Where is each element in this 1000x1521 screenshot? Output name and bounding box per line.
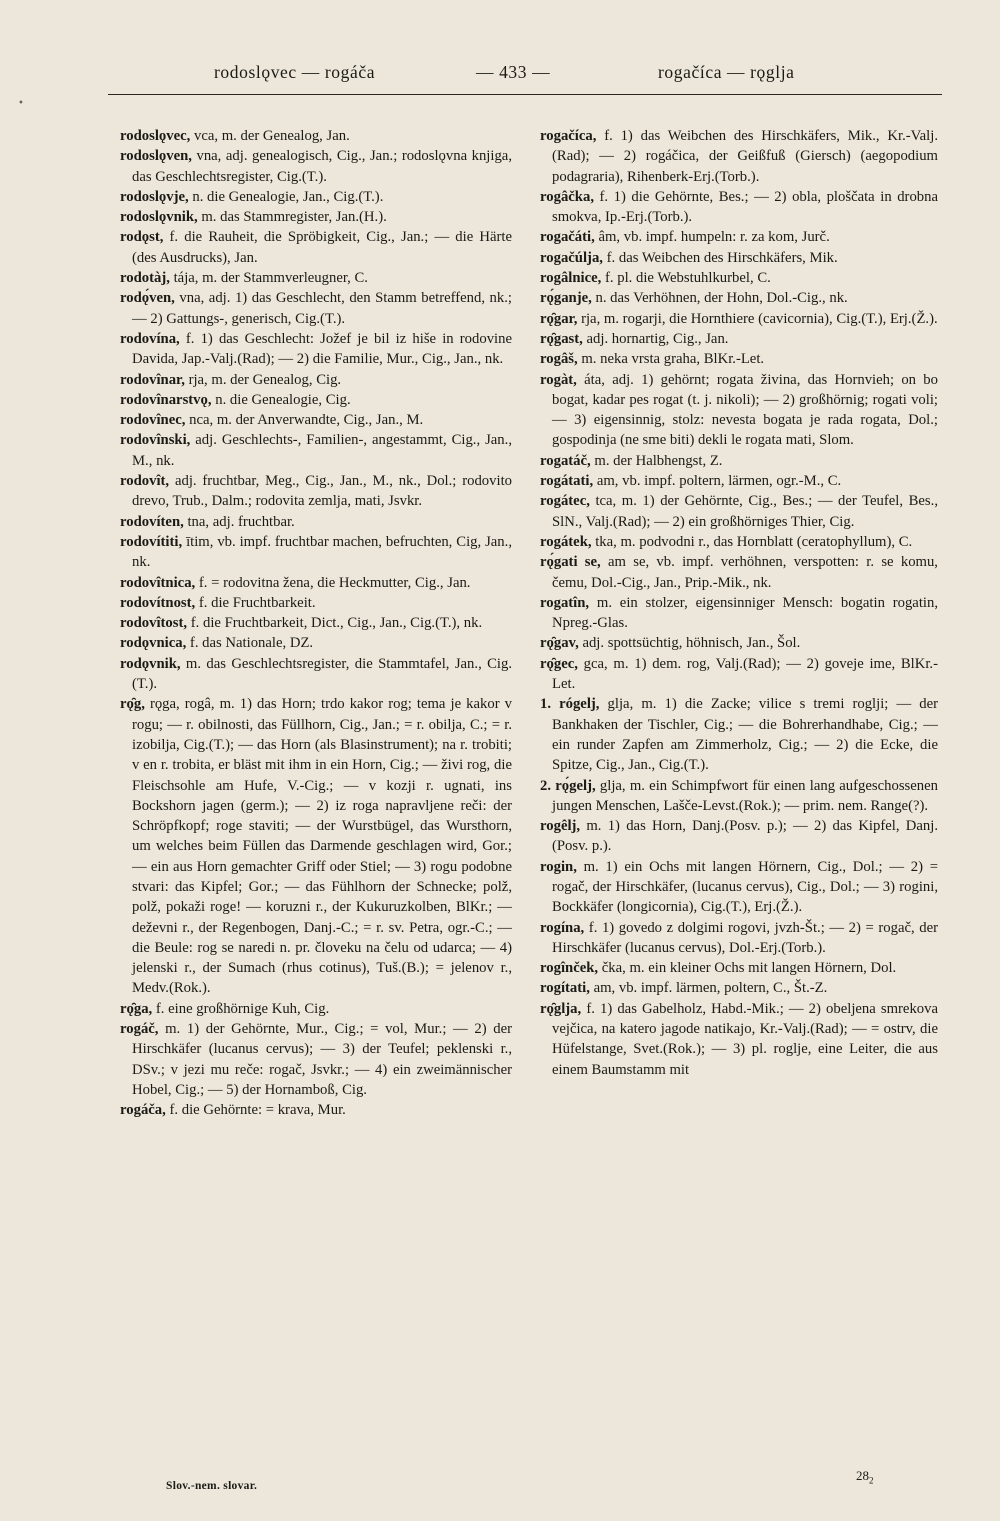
entry-headword: rodoslǫvnik, bbox=[120, 209, 198, 226]
entry-headword: rogáča, bbox=[120, 1102, 166, 1119]
entry-headword: rogáč, bbox=[120, 1021, 159, 1038]
entry-definition: am, vb. impf. poltern, lärmen, ogr.-M., C. bbox=[593, 473, 842, 490]
page-number: — 433 — bbox=[476, 62, 551, 82]
left-column bbox=[120, 126, 512, 1121]
entry-definition: adj. Geschlechts-, Familien-, angestammt, Cig., Jan., M., nk. bbox=[132, 432, 512, 469]
dictionary-entry bbox=[540, 694, 938, 775]
dictionary-entry bbox=[120, 187, 512, 207]
entry-headword: rogína, bbox=[540, 919, 585, 936]
entry-definition: m. ein stolzer, eigensinniger Mensch: bogatin rogatin, Npreg.-Glas. bbox=[552, 594, 938, 632]
dictionary-entry bbox=[540, 999, 938, 1080]
dictionary-entry bbox=[120, 573, 512, 593]
entry-definition: f. die Fruchtbarkeit, Dict., Cig., Jan., Cig.(T.), nk. bbox=[187, 615, 483, 632]
sheet-number-sub: 2 bbox=[869, 1475, 874, 1486]
entry-headword: rǫ̑glja, bbox=[540, 1000, 582, 1017]
dictionary-entry bbox=[540, 187, 938, 228]
dictionary-entry bbox=[540, 532, 938, 552]
dictionary-entry bbox=[120, 430, 512, 471]
dictionary-entry bbox=[120, 512, 512, 532]
entry-definition: f. das Nationale, DZ. bbox=[186, 635, 314, 652]
dictionary-entry bbox=[120, 410, 512, 430]
entry-headword: rodotàj, bbox=[120, 270, 170, 287]
entry-headword: rodovína, bbox=[120, 330, 180, 347]
entry-definition: m. das Geschlechtsregister, die Stammtafel, Jan., Cig.(T.). bbox=[132, 655, 512, 693]
entry-headword: rodǫvnica, bbox=[120, 635, 187, 652]
header-right-guideword: rogačíca — rǫglja bbox=[658, 62, 795, 82]
dictionary-entry bbox=[540, 309, 938, 329]
dictionary-entry bbox=[120, 268, 512, 288]
entry-definition: f. 1) das Weibchen des Hirschkäfers, Mik., Kr.-Valj.(Rad); — 2) rogáčica, der Geißfuß (Giersch) (aegopodium podagraria), Rihenberk-Erj.(Torb.). bbox=[552, 128, 938, 185]
entry-headword: rodovíten, bbox=[120, 513, 184, 530]
entry-headword: rogátec, bbox=[540, 493, 590, 510]
entry-headword: rodǫ́ven, bbox=[120, 290, 175, 307]
dictionary-entry bbox=[120, 390, 512, 410]
entry-definition: áta, adj. 1) gehörnt; rogata živina, das Hornvieh; on bo bogat, kadar pes rogat (t. j. nikoli); — 2) großhörnig; rogati voli; — 3) eigensinnig, stolz: nevesta bogata je rada rogata, Dol.; gospodinja (ne sme biti) dekli le rogata mati, Slom. bbox=[552, 371, 938, 449]
dictionary-entry bbox=[120, 1100, 512, 1120]
entry-headword: rogêlj, bbox=[540, 818, 581, 835]
dictionary-entry bbox=[540, 126, 938, 187]
entry-headword: rodovîtnica, bbox=[120, 574, 196, 591]
entry-definition: adj. fruchtbar, Meg., Cig., Jan., M., nk., Dol.; rodovito drevo, Trub., Dalm.; rodovita zemlja, mati, Jsvkr. bbox=[132, 473, 512, 510]
dictionary-entry bbox=[540, 471, 938, 491]
entry-definition: m. 1) der Gehörnte, Mur., Cig.; = vol, Mur.; — 2) der Hirschkäfer (lucanus cervus); — 3) der Teufel; peklenski r., DSv.; v jezi mu reče: rogač, Jsvkr.; — 4) ein zweimännischer Hobel, Cig.; — 5) der Hornamboß, Cig. bbox=[132, 1021, 512, 1098]
entry-headword: rogátati, bbox=[540, 473, 594, 490]
entry-headword: rǫ̑gec, bbox=[540, 655, 578, 672]
header-left-guideword: rodoslǫvec — rogáča bbox=[214, 62, 376, 82]
entry-definition: m. 1) das Horn, Danj.(Posv. p.); — 2) das Kipfel, Danj.(Posv. p.). bbox=[552, 818, 938, 855]
sheet-number bbox=[856, 1468, 874, 1486]
entry-definition: tka, m. podvodni r., das Hornblatt (ceratophyllum), C. bbox=[591, 533, 913, 550]
dictionary-entry bbox=[120, 370, 512, 390]
dictionary-entry bbox=[120, 999, 512, 1019]
right-column bbox=[540, 126, 938, 1080]
running-header bbox=[110, 62, 942, 88]
entry-definition: rja, m. rogarji, die Hornthiere (cavicornia), Cig.(T.), Erj.(Ž.). bbox=[577, 310, 938, 327]
dictionary-entry bbox=[540, 593, 938, 634]
entry-definition: n. das Verhöhnen, der Hohn, Dol.-Cig., nk. bbox=[591, 290, 848, 307]
entry-headword: rodǫst, bbox=[120, 229, 164, 246]
entry-headword: rodovînec, bbox=[120, 412, 186, 429]
entry-headword: rodoslǫven, bbox=[120, 148, 192, 165]
dictionary-entry bbox=[120, 654, 512, 695]
dictionary-entry bbox=[540, 552, 938, 593]
dictionary-entry bbox=[540, 857, 938, 918]
entry-definition: f. 1) das Gabelholz, Habd.-Mik.; — 2) obeljena smrekova vejčica, na katero jagode natikajo, Kr.-Valj.(Rad); — = ostrv, die Hüfelstange, Svet.(Rok.); — 3) pl. roglje, eine Leiter, die aus einem Baumstamm mit bbox=[552, 1000, 938, 1078]
entry-headword: rogatîn, bbox=[540, 594, 590, 611]
entry-definition: m. neka vrsta graha, BlKr.-Let. bbox=[577, 351, 765, 368]
dictionary-entry bbox=[120, 532, 512, 573]
entry-definition: n. die Genealogie, Jan., Cig.(T.). bbox=[188, 188, 384, 205]
entry-definition: čka, m. ein kleiner Ochs mit langen Hörnern, Dol. bbox=[598, 960, 897, 977]
dictionary-entry bbox=[540, 816, 938, 857]
entry-definition: glja, m. ein Schimpfwort für einen lang aufgeschossenen jungen Menschen, Lašče-Levst.(Rok.); — prim. nem. Range(?). bbox=[552, 777, 938, 814]
entry-headword: rodovítnost, bbox=[120, 594, 196, 611]
entry-headword: 1. rógelj, bbox=[540, 696, 600, 713]
entry-definition: n. die Genealogie, Cig. bbox=[211, 391, 351, 408]
entry-headword: rodovînski, bbox=[120, 432, 191, 449]
entry-definition: f. das Weibchen des Hirschkäfers, Mik. bbox=[602, 249, 838, 266]
dictionary-entry bbox=[120, 1019, 512, 1100]
dictionary-entry bbox=[120, 207, 512, 227]
margin-mark: • bbox=[18, 98, 24, 109]
entry-headword: rodovînar, bbox=[120, 371, 185, 388]
entry-headword: rǫ̑ga, bbox=[120, 1000, 153, 1017]
entry-headword: rogačáti, bbox=[540, 229, 595, 246]
entry-definition: tna, adj. fruchtbar. bbox=[183, 513, 295, 530]
entry-headword: rǫ̑gast, bbox=[540, 330, 583, 347]
dictionary-entry bbox=[120, 471, 512, 512]
entry-definition: f. die Gehörnte: = krava, Mur. bbox=[165, 1102, 346, 1119]
entry-definition: rja, m. der Genealog, Cig. bbox=[184, 371, 342, 388]
entry-headword: rogačíca, bbox=[540, 128, 597, 144]
entry-headword: rogâš, bbox=[540, 351, 578, 368]
entry-definition: f. 1) das Geschlecht: Jožef je bil iz hiše in rodovine Davida, Jap.-Valj.(Rad); — 2) die Familie, Mur., Cig., Jan., nk. bbox=[132, 330, 512, 368]
dictionary-entry bbox=[540, 451, 938, 471]
entry-definition: tája, m. der Stammverleugner, C. bbox=[169, 270, 368, 287]
entry-definition: f. die Fruchtbarkeit. bbox=[195, 594, 316, 611]
dictionary-entry bbox=[120, 593, 512, 613]
dictionary-entry bbox=[540, 248, 938, 268]
dictionary-entry bbox=[120, 329, 512, 370]
entry-definition: f. die Rauheit, die Spröbigkeit, Cig., Jan.; — die Härte (des Ausdrucks), Jan. bbox=[132, 229, 512, 266]
entry-headword: rǫ̑gar, bbox=[540, 310, 578, 327]
entry-definition: am se, vb. impf. verhöhnen, verspotten: r. se komu, čemu, Dol.-Cig., Jan., Prip.-Mik., nk. bbox=[552, 554, 938, 591]
dictionary-entry bbox=[540, 776, 938, 817]
entry-definition: vna, adj. genealogisch, Cig., Jan.; rodoslǫvna knjiga, das Geschlechtsregister, Cig.(T.). bbox=[132, 148, 512, 185]
entry-headword: 2. rǫ́gelj, bbox=[540, 777, 596, 794]
entry-definition: m. 1) ein Ochs mit langen Hörnern, Cig., Dol.; — 2) = rogač, der Hirschkäfer, (lucanus cervus), Cig., Dol.; — 3) rogini, Bockkäfer (longicornia), Cig.(T.), Erj.(Ž.). bbox=[552, 858, 938, 916]
entry-headword: rǫ̑g, bbox=[120, 696, 145, 713]
dictionary-entry bbox=[540, 654, 938, 695]
entry-headword: rogin, bbox=[540, 858, 577, 875]
entry-headword: rogînček, bbox=[540, 960, 599, 977]
dictionary-entry bbox=[540, 958, 938, 978]
dictionary-entry bbox=[540, 633, 938, 653]
entry-headword: rǫ̑gav, bbox=[540, 635, 579, 652]
entry-definition: gca, m. 1) dem. rog, Valj.(Rad); — 2) goveje ime, BlKr.-Let. bbox=[552, 655, 938, 693]
dictionary-entry bbox=[120, 227, 512, 268]
entry-definition: am, vb. impf. lärmen, poltern, C., Št.-Z. bbox=[589, 980, 828, 997]
dictionary-entry bbox=[120, 694, 512, 998]
entry-definition: f. pl. die Webstuhlkurbel, C. bbox=[601, 270, 771, 287]
entry-definition: âm, vb. impf. humpeln: r. za kom, Jurč. bbox=[594, 229, 830, 246]
entry-headword: rogâčka, bbox=[540, 188, 594, 205]
entry-definition: vca, m. der Genealog, Jan. bbox=[190, 128, 350, 144]
entry-headword: rodovîtost, bbox=[120, 615, 188, 632]
dictionary-entry bbox=[540, 918, 938, 959]
entry-headword: rodoslǫvec, bbox=[120, 128, 191, 144]
dictionary-entry bbox=[540, 349, 938, 369]
entry-definition: ītim, vb. impf. fruchtbar machen, befruchten, Cig, Jan., nk. bbox=[132, 533, 512, 571]
dictionary-entry bbox=[120, 633, 512, 653]
entry-definition: rǫga, rogâ, m. 1) das Horn; trdo kakor rog; tema je kakor v rogu; — r. obilnosti, das Füllhorn, Cig., Jan.; = r. obilja, C.; = r. izobilja, Cig.(T.); — das Horn (als Blasinstrument); na r. trobiti; v en r. trobita, er bläst mit ihm in ein Horn, Cig.; — živi rog, die Fleischsohle am Hufe, V.-Cig.; — v kozji r. ugnati, ins Bockshorn jagen (germ.); — 2) iz roga napravljene reči: der Schröpfkopf; roge staviti; — der Wurstbügel, das Wursthorn, um welches beim Füllen das Darmende geschlagen wird, Gor.; — ein aus Horn gemachter Griff oder Stiel; — 3) rogu podobne stvari: das Kipfel; Gor.; — das Fühlhorn der Schnecke; polž, polž, pokaži roge! — koruzni r., der Kukuruzkolben, BlKr.; — deževni r., der Regenbogen, Danj.-C.; = r. sv. Petra, ogr.-C.; — die Beule: rog se naredi n. pr. človeku na čelu od udarca; — 4) jelenski r., der Sumach (rhus cotinus), Tuš.(B.); = jelenov r., Medv.(Rok.). bbox=[132, 696, 512, 997]
entry-definition: f. 1) die Gehörnte, Bes.; — 2) obla, ploščata in drobna smokva, Ip.-Erj.(Torb.). bbox=[552, 188, 938, 226]
sheet-number-main: 28 bbox=[856, 1468, 869, 1483]
entry-headword: rodovítiti, bbox=[120, 533, 183, 550]
dictionary-entry bbox=[540, 978, 938, 998]
entry-headword: rogátek, bbox=[540, 533, 592, 550]
dictionary-entry bbox=[540, 329, 938, 349]
entry-definition: f. = rodovitna žena, die Heckmutter, Cig., Jan. bbox=[195, 574, 471, 591]
entry-headword: rodǫvnik, bbox=[120, 655, 181, 672]
entry-headword: rodovînarstvǫ, bbox=[120, 391, 212, 408]
entry-definition: glja, m. 1) die Zacke; vilice s tremi roglji; — der Bankhaken der Tischler, Cig.; — die Bohrerhandhabe, Cig.; — ein runder Zapfen am Zimmerholz, Cig.; — 2) die Ecke, die Spitze, Cig., Jan., Cig.(T.). bbox=[552, 696, 938, 774]
dictionary-entry bbox=[540, 288, 938, 308]
entry-headword: rogítati, bbox=[540, 980, 590, 997]
dictionary-entry bbox=[120, 613, 512, 633]
entry-headword: rodovît, bbox=[120, 473, 170, 490]
entry-headword: rogatáč, bbox=[540, 452, 591, 469]
entry-definition: adj. hornartig, Cig., Jan. bbox=[582, 330, 729, 347]
entry-definition: nca, m. der Anverwandte, Cig., Jan., M. bbox=[185, 412, 424, 429]
entry-definition: f. 1) govedo z dolgimi rogovi, jvzh-Št.; — 2) = rogač, der Hirschkäfer (lucanus cervus), Dol.-Erj.(Torb.). bbox=[552, 919, 938, 956]
entry-headword: rogačúlja, bbox=[540, 249, 603, 266]
entry-definition: adj. spottsüchtig, höhnisch, Jan., Šol. bbox=[578, 635, 801, 652]
signature-mark: Slov.-nem. slovar. bbox=[166, 1480, 258, 1492]
dictionary-entry bbox=[120, 126, 512, 146]
entry-definition: tca, m. 1) der Gehörnte, Cig., Bes.; — der Teufel, Bes., SlN., Valj.(Rad); — 2) ein großhörniges Thier, Cig. bbox=[552, 493, 938, 530]
entry-definition: m. der Halbhengst, Z. bbox=[590, 452, 723, 469]
entry-definition: vna, adj. 1) das Geschlecht, den Stamm betreffend, nk.; — 2) Gattungs-, generisch, Cig.(T.). bbox=[132, 290, 512, 327]
dictionary-entry bbox=[540, 491, 938, 532]
header-rule bbox=[108, 94, 942, 95]
entry-headword: rǫ́gati se, bbox=[540, 554, 601, 571]
dictionary-entry bbox=[540, 268, 938, 288]
entry-definition: m. das Stammregister, Jan.(H.). bbox=[197, 209, 387, 226]
entry-headword: rogâlnice, bbox=[540, 270, 602, 287]
dictionary-entry bbox=[120, 146, 512, 187]
entry-headword: rodoslǫvje, bbox=[120, 188, 189, 205]
dictionary-entry bbox=[540, 370, 938, 451]
entry-definition: f. eine großhörnige Kuh, Cig. bbox=[152, 1000, 330, 1017]
dictionary-entry bbox=[540, 227, 938, 247]
dictionary-entry bbox=[120, 288, 512, 329]
entry-headword: rǫ́ganje, bbox=[540, 290, 592, 307]
entry-headword: rogàt, bbox=[540, 371, 577, 388]
